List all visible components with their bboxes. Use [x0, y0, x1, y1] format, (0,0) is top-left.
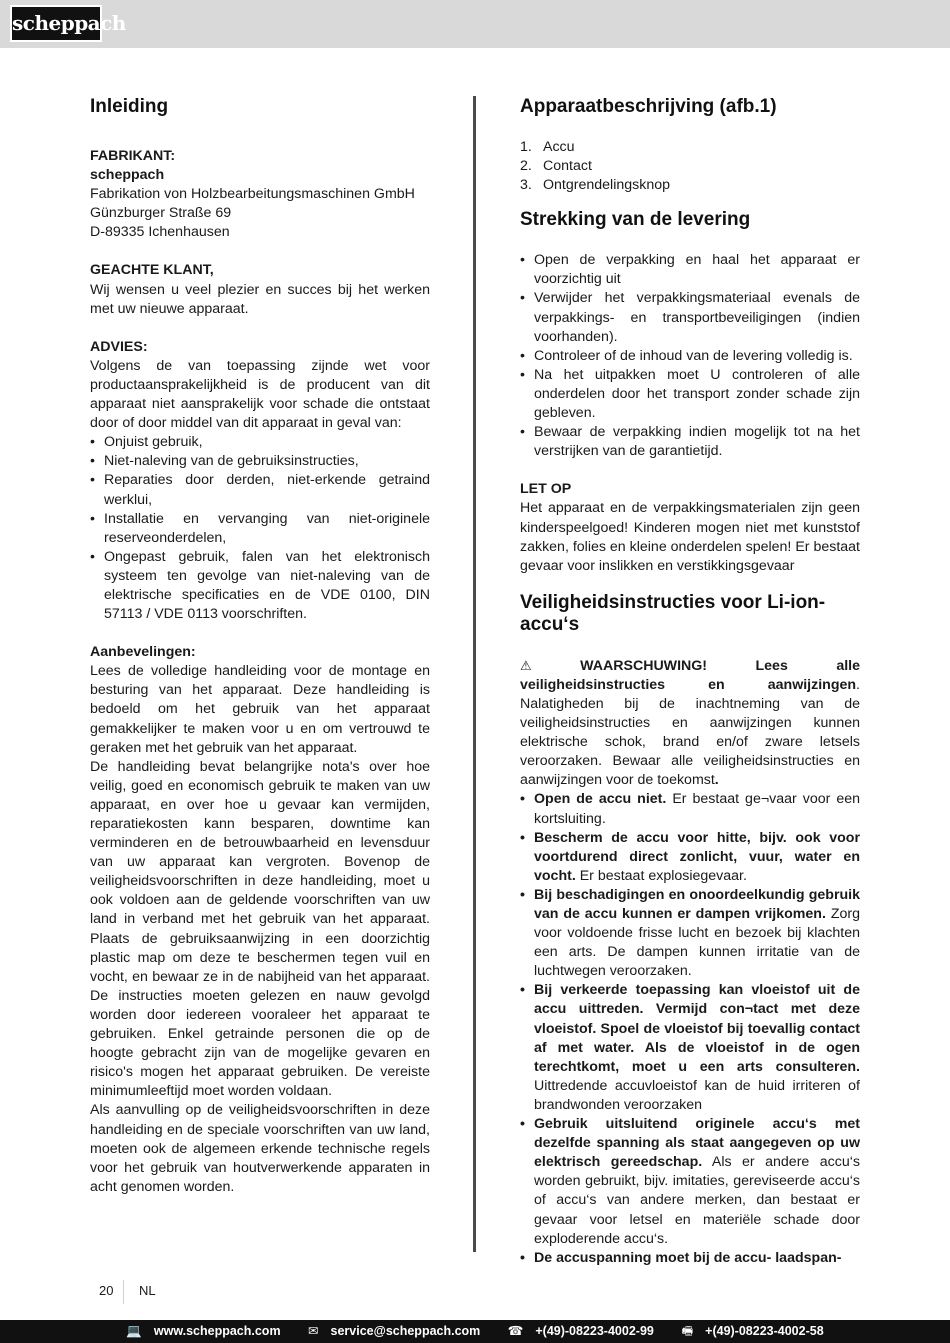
fax-icon: 🖷	[681, 1324, 694, 1338]
caution-text: Het apparaat en de verpakkingsmaterialen zijn geen kinderspeelgoed! Kinderen mogen niet met kunststof zakken, folies en kleine onderdelen spelen! Er bestaat gevaar voor inslikken en verstikkingsgevaar	[520, 500, 860, 574]
list-item: • Onjuist gebruik,	[90, 433, 430, 452]
footer-fax: 🖷 +(49)-08223-4002-58	[681, 1324, 824, 1338]
warning-paragraph: ⚠ WAARSCHUWING! Lees alle veiligheidsinstructies en aanwijzingen. Nalatigheden bij de inachtneming van de veiligheidsinstructies en aanwijzingen kunnen elektrische schok, brand en/of zware letsels veroorzaken. Bewaar alle veiligheidsinstructies en aanwijzingen voor de toekomst.	[520, 657, 860, 789]
advice-text: Volgens de van toepassing zijnde wet voor productaansprakelijkheid is de producent van dit apparaat niet aansprakelijk voor schade die ontstaat door of door middel van dit apparaat in geval van:	[90, 357, 430, 432]
list-item: • Na het uitpakken moet U controleren of alle onderdelen door het transport zonder schade zijn gebleven.	[520, 366, 860, 423]
left-column	[90, 96, 430, 1197]
list-item: • Gebruik uitsluitend originele accu‘s met dezelfde spanning als staat aangegeven op uw elektrisch gereedschap. Als er andere accu‘s worden gebruikt, bijv. imitaties, gereviseerde accu‘s of accu‘s van andere merken, dan bestaat er gevaar voor letsel en materiële schade door exploderende accu‘s.	[520, 1115, 860, 1249]
right-column	[520, 96, 860, 1268]
warning-triangle-icon: ⚠	[520, 657, 532, 673]
advice-label: ADVIES:	[90, 338, 148, 355]
page-number: 20	[99, 1283, 114, 1298]
list-item: 1. Accu	[520, 139, 575, 155]
list-item: • De accuspanning moet bij de accu- laadspan-	[520, 1249, 860, 1268]
customer-text: Wij wensen u veel plezier en succes bij het werken met uw nieuwe apparaat.	[90, 281, 430, 317]
footer-phone: ☎ +(49)-08223-4002-99	[507, 1324, 654, 1338]
list-item: • Installatie en vervanging van niet-originele reserveonderdelen,	[90, 510, 430, 548]
recommend-paragraph: Als aanvulling op de veiligheidsvoorschriften in deze handleiding en de speciale voorschriften van uw land, moeten ook de algemeen erkende technische regels voor het gebruik van houtverwerkende apparaten in acht genomen worden.	[90, 1102, 430, 1195]
advice-list	[90, 433, 430, 624]
column-divider	[473, 96, 476, 1252]
recommend-paragraph: De handleiding bevat belangrijke nota's over hoe veilig, goed en economisch gebruik te maken van uw apparaat, en over hoe u gevaar kan vermijden, reparatiekosten kann besparen, downtime kan verminderen en de betrouwbaarheid en levensduur van uw apparaat kan vergroten. Bovenop de veiligheidsvoorschriften in deze handleiding, moet u ook voldoen aan de geldende voorschriften van uw land in verband met het gebruik van het apparaat. Plaats de gebruiksaanwijzing in een doorzichtig plastic map om deze te beschermen tegen vuil en vocht, en bewaar ze in de nabijheid van het apparaat. De instructies moeten gelezen en nauw gevolgd worden door iedereen vooraleer het apparaat te gebruiken. Enkel getrainde personen die op de hoogte gebracht zijn van de mogelijke gevaren en risico's mogen het apparaat gebruiken. De vereiste minimumleeftijd moet worden voldaan.	[90, 758, 430, 1100]
list-item: • Verwijder het verpakkingsmateriaal evenals de verpakkings- en transportbeveiligingen (indien voorhanden).	[520, 289, 860, 346]
safety-heading: Veiligheidsinstructies voor Li-ion-accu‘s	[520, 591, 826, 635]
list-item: • Reparaties door derden, niet-erkende getraind werklui,	[90, 471, 430, 509]
manufacturer-street: Günzburger Straße 69	[90, 205, 232, 222]
list-item: • Open de verpakking en haal het apparaat er voorzichtig uit	[520, 251, 860, 289]
list-item: • Bij verkeerde toepassing kan vloeistof uit de accu uittreden. Vermijd con¬tact met deze vloeistof. Spoel de vloeistof bij toevallig contact af met water. Als de vloeistof in de ogen terechtkomt, moet u een arts consulteren. Uittredende accuvloeistof kan de huid irriteren of brandwonden veroorzaken	[520, 981, 860, 1115]
scheppach-logo: scheppach	[10, 5, 102, 42]
description-list	[520, 138, 860, 195]
recommend-label: Aanbevelingen:	[90, 644, 196, 661]
recommend-paragraph: Lees de volledige handleiding voor de montage en besturing van het apparaat. Deze handleiding is bedoeld om het gebruik van het apparaat gemakkelijker te maken voor u en om vertrouwd te geraken met het gebruik van het apparaat.	[90, 663, 430, 756]
description-heading: Apparaatbeschrijving (afb.1)	[520, 96, 777, 117]
manufacturer-company: Fabrikation von Holzbearbeitungsmaschinen GmbH	[90, 186, 415, 203]
safety-list	[520, 790, 860, 1267]
footer-web[interactable]: 💻 www.scheppach.com	[126, 1324, 281, 1338]
list-item: 3. Ontgrendelingsknop	[520, 177, 670, 194]
delivery-heading: Strekking van de levering	[520, 209, 751, 231]
list-item: • Bewaar de verpakking indien mogelijk tot na het verstrijken van de garantietijd.	[520, 423, 860, 461]
manufacturer-label: FABRIKANT:	[90, 148, 176, 164]
list-item: • Ongepast gebruik, falen van het elektronisch systeem ten gevolge van niet-naleving van de elektrische specificaties en de VDE 0100, DIN 57113 / VDE 0113 voorschriften.	[90, 548, 430, 624]
computer-icon: 💻	[126, 1324, 142, 1338]
list-item: 2. Contact	[520, 158, 592, 175]
header-bar	[0, 0, 950, 48]
phone-icon: ☎	[507, 1324, 524, 1338]
footer-email[interactable]: ✉ service@scheppach.com	[308, 1324, 481, 1338]
page-number-divider	[123, 1280, 124, 1304]
inleiding-heading: Inleiding	[90, 96, 169, 117]
manufacturer-name: scheppach	[90, 167, 165, 184]
list-item: • Controleer of de inhoud van de levering volledig is.	[520, 347, 860, 366]
delivery-list	[520, 251, 860, 461]
list-item: • Open de accu niet. Er bestaat ge¬vaar voor een kortsluiting.	[520, 790, 860, 828]
list-item: • Bescherm de accu voor hitte, bijv. ook voor voortdurend direct zonlicht, vuur, water en vocht. Er bestaat explosiegevaar.	[520, 829, 860, 886]
footer-bar	[0, 1320, 950, 1343]
caution-label: LET OP	[520, 481, 572, 498]
mail-icon: ✉	[308, 1324, 319, 1338]
language-code: NL	[139, 1283, 156, 1298]
customer-label: GEACHTE KLANT,	[90, 262, 214, 279]
list-item: • Niet-naleving van de gebruiksinstructies,	[90, 452, 430, 471]
manufacturer-city: D-89335 Ichenhausen	[90, 224, 230, 241]
list-item: • Bij beschadigingen en onoordeelkundig gebruik van de accu kunnen er dampen vrijkomen. Zorg voor voldoende frisse lucht en bezoek bij klachten een arts. De dampen kunnen irritatie van de luchtwegen veroorzaken.	[520, 886, 860, 981]
